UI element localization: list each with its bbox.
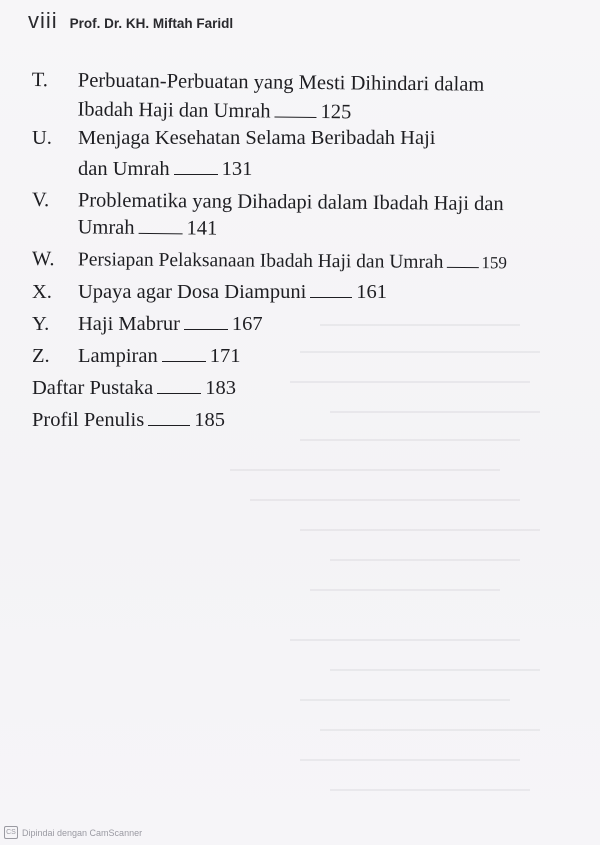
leader-line — [148, 424, 190, 426]
toc-entry-y — [32, 310, 572, 340]
back-matter-page-number: 183 — [205, 377, 236, 399]
back-matter-entry — [32, 406, 572, 436]
leader-line — [157, 392, 201, 394]
toc-entry-u — [32, 124, 572, 184]
toc-page-number: 167 — [231, 313, 263, 335]
toc-title-line-last — [78, 213, 218, 243]
toc-title-line-last — [77, 95, 351, 127]
toc-page-number: 171 — [209, 345, 241, 367]
toc-entry-z — [32, 342, 572, 372]
toc-title-line-last — [78, 155, 252, 184]
toc-title-line: Problematika yang Dihadapi dalam Ibadah Haji dan — [77, 189, 504, 216]
toc-title-line: Perbuatan-Perbuatan yang Mesti Dihindari dalam — [77, 69, 485, 96]
leader-line — [162, 360, 206, 362]
leader-line — [274, 116, 316, 118]
toc-title-line-last — [78, 342, 240, 371]
toc-title-line-last — [78, 310, 263, 339]
toc-entry-t — [31, 66, 572, 130]
toc-letter: U. — [32, 127, 52, 149]
toc-page-number: 125 — [320, 101, 352, 124]
toc-entry-v — [31, 186, 571, 249]
toc-entry-x — [32, 278, 572, 308]
toc-letter: X. — [32, 281, 52, 303]
toc-title-text: Umrah — [77, 216, 135, 239]
leader-line — [174, 173, 218, 175]
leader-line — [310, 296, 352, 298]
toc-title-text: Upaya agar Dosa Diampuni — [78, 281, 307, 303]
toc-title-text: Persiapan Pelaksanaan Ibadah Haji dan Umrah — [77, 249, 444, 273]
page-number: viii — [28, 8, 58, 33]
toc-letter: Z. — [32, 345, 50, 367]
leader-line — [184, 328, 228, 330]
toc-letter: V. — [31, 188, 50, 212]
toc-title-line: Menjaga Kesehatan Selama Beribadah Haji — [78, 127, 436, 149]
toc-title-text: Haji Mabrur — [78, 313, 180, 335]
back-matter-title: Profil Penulis — [32, 409, 145, 431]
leader-line — [139, 232, 183, 234]
back-matter-page-number: 185 — [194, 409, 225, 431]
toc-page-number: 159 — [481, 253, 507, 273]
toc-page-number: 141 — [186, 217, 218, 240]
toc-title-text: Ibadah Haji dan Umrah — [77, 98, 271, 123]
toc-page-number: 131 — [221, 158, 253, 180]
scanner-watermark — [4, 826, 142, 839]
toc-letter: Y. — [32, 313, 50, 335]
leader-line — [446, 266, 478, 268]
watermark-text: Dipindai dengan CamScanner — [22, 827, 143, 838]
toc-title-line-last — [78, 245, 507, 277]
page-header — [28, 8, 233, 34]
back-matter-title: Daftar Pustaka — [32, 377, 154, 399]
back-matter-line — [32, 406, 225, 435]
toc-letter: T. — [31, 68, 49, 92]
back-matter-line — [32, 374, 236, 403]
toc-entry-w — [32, 245, 592, 279]
toc-title-line-last — [78, 278, 387, 307]
back-matter-entry — [32, 374, 572, 404]
camscanner-logo-icon: CS — [4, 826, 18, 839]
toc-title-text: Lampiran — [78, 345, 158, 367]
running-head: Prof. Dr. KH. Miftah Faridl — [69, 16, 234, 31]
toc-title-text: dan Umrah — [78, 158, 170, 180]
toc-letter: W. — [31, 247, 55, 271]
toc-page-number: 161 — [356, 281, 388, 303]
